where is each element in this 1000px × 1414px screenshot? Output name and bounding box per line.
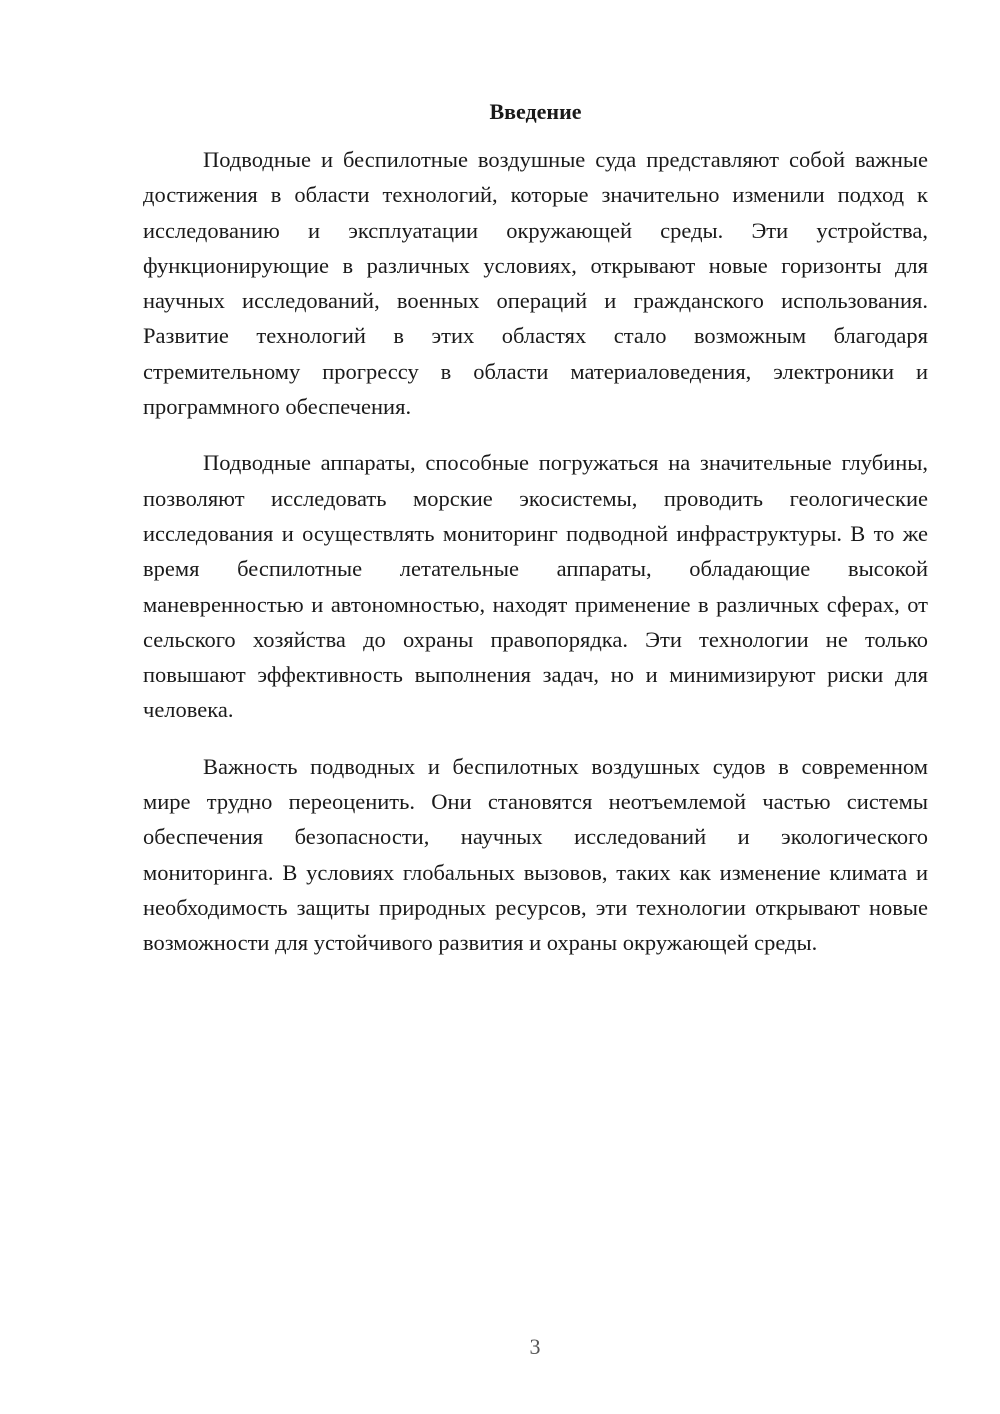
body-text xyxy=(143,142,928,982)
page-number: 3 xyxy=(529,1334,541,1359)
paragraph-2: Подводные аппараты, способные погружаться на значительные глубины, позволяют исследовать морские экосистемы, проводить геологические исследования и осуществлять мониторинг подводной инфраструктуры. В то же время беспилотные летательные аппараты, обладающие высокой маневренностью и автономностью, находят применение в различных сферах, от сельского хозяйства до охраны правопорядка. Эти технологии не только повышают эффективность выполнения задач, но и минимизируют риски для человека. xyxy=(143,450,928,723)
paragraph-3: Важность подводных и беспилотных воздушных судов в современном мире трудно переоценить. Они становятся неотъемлемой частью системы обеспечения безопасности, научных исследований и экологического мониторинга. В условиях глобальных вызовов, таких как изменение климата и необходимость защиты природных ресурсов, эти технологии открывают новые возможности для устойчивого развития и охраны окружающей среды. xyxy=(143,753,928,956)
paragraph-1: Подводные и беспилотные воздушные суда представляют собой важные достижения в области технологий, которые значительно изменили подход к исследованию и эксплуатации окружающей среды. Эти устройства, функционирующие в различных условиях, открывают новые горизонты для научных исследований, военных операций и гражданского использования. Развитие технологий в этих областях стало возможным благодаря стремительному прогрессу в области материаловедения, электроники и программного обеспечения. xyxy=(143,147,928,420)
section-heading: Введение xyxy=(489,99,582,124)
